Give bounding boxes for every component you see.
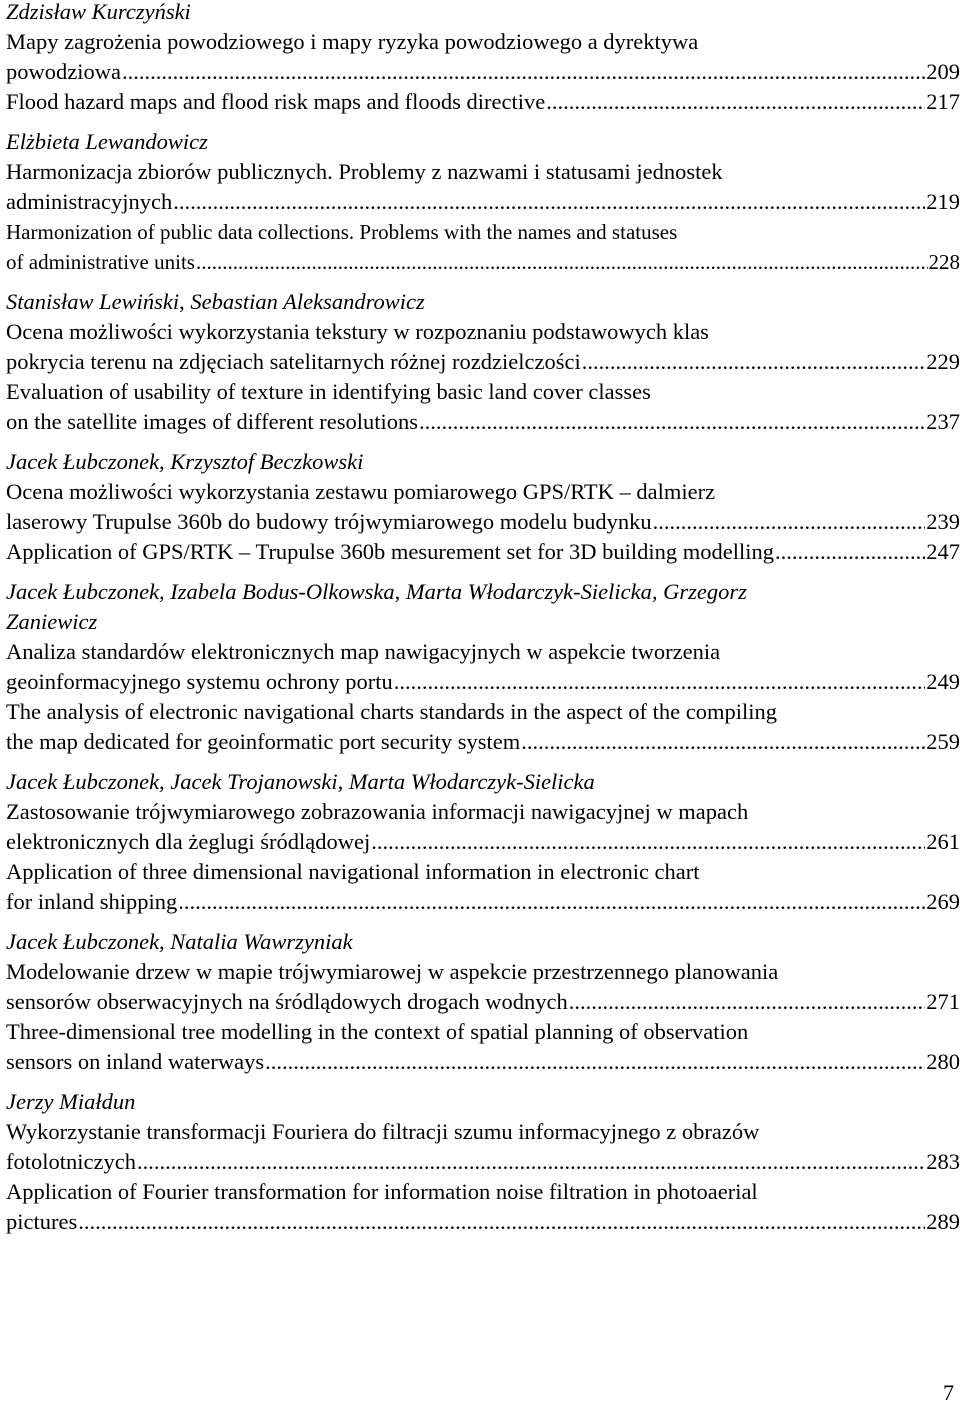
dot-leader — [173, 187, 925, 217]
entry-authors: Jacek Łubczonek, Izabela Bodus-Olkowska, Marta Włodarczyk-Sielicka, Grzegorz Zaniewicz — [6, 579, 747, 634]
dot-leader — [122, 57, 925, 87]
title-line: pokrycia terenu na zdjęciach satelitarnych różnej rozdzielczości — [6, 349, 581, 374]
toc-item — [6, 857, 960, 917]
title-line: Application of three dimensional navigational information in electronic chart — [6, 859, 700, 884]
title-line-with-page — [6, 827, 960, 857]
toc-item — [6, 317, 960, 377]
entry-authors: Elżbieta Lewandowicz — [6, 129, 208, 154]
page-ref: 259 — [926, 729, 960, 754]
title-line: Harmonizacja zbiorów publicznych. Problemy z nazwami i statusami jednostek — [6, 159, 723, 184]
title-line: administracyjnych — [6, 189, 173, 214]
title-line-with-page — [6, 727, 960, 757]
dot-leader — [653, 507, 926, 537]
title-line-with-page — [6, 987, 960, 1017]
toc-entry — [6, 767, 960, 917]
title-line: Modelowanie drzew w mapie trójwymiarowej w aspekcie przestrzennego planowania — [6, 959, 779, 984]
dot-leader — [394, 667, 925, 697]
toc-item — [6, 637, 960, 697]
page-ref: 217 — [926, 89, 960, 114]
page-ref: 247 — [926, 539, 960, 564]
title-line: Flood hazard maps and flood risk maps and floods directive — [6, 89, 546, 114]
title-line: sensorów obserwacyjnych na śródlądowych drogach wodnych — [6, 989, 568, 1014]
title-line: pictures — [6, 1209, 78, 1234]
title-line-with-page — [6, 507, 960, 537]
dot-leader — [137, 1147, 925, 1177]
toc-item — [6, 1017, 960, 1077]
title-line-with-page — [6, 347, 960, 377]
title-line: on the satellite images of different resolutions — [6, 409, 418, 434]
page-ref: 229 — [926, 349, 960, 374]
title-line: Evaluation of usability of texture in identifying basic land cover classes — [6, 379, 651, 404]
title-line: Zastosowanie trójwymiarowego zobrazowania informacji nawigacyjnej w mapach — [6, 799, 749, 824]
title-line-with-page — [6, 247, 960, 277]
toc-item — [6, 87, 960, 117]
toc-item — [6, 377, 960, 437]
title-line: of administrative units — [6, 250, 195, 274]
toc-item — [6, 217, 960, 277]
title-line-with-page — [6, 667, 960, 697]
entry-authors: Stanisław Lewiński, Sebastian Aleksandrowicz — [6, 289, 425, 314]
title-line: Ocena możliwości wykorzystania tekstury w rozpoznaniu podstawowych klas — [6, 319, 709, 344]
page-ref: 249 — [926, 669, 960, 694]
title-line: the map dedicated for geoinformatic port security system — [6, 729, 521, 754]
dot-leader — [78, 1207, 925, 1237]
page-number: 7 — [943, 1380, 954, 1405]
title-line-with-page — [6, 537, 960, 567]
title-line-with-page — [6, 1147, 960, 1177]
title-line: fotolotniczych — [6, 1149, 136, 1174]
title-line-with-page — [6, 407, 960, 437]
title-line: The analysis of electronic navigational charts standards in the aspect of the compiling — [6, 699, 777, 724]
title-line: Harmonization of public data collections. Problems with the names and statuses — [6, 220, 678, 244]
toc-item — [6, 697, 960, 757]
toc-item — [6, 1117, 960, 1177]
title-line: geoinformacyjnego systemu ochrony portu — [6, 669, 393, 694]
toc-entry — [6, 127, 960, 277]
toc-entry — [6, 577, 960, 757]
title-line-with-page — [6, 887, 960, 917]
dot-leader — [546, 87, 925, 117]
page-ref: 228 — [928, 250, 960, 274]
title-line: Analiza standardów elektronicznych map nawigacyjnych w aspekcie tworzenia — [6, 639, 721, 664]
toc-entry — [6, 287, 960, 437]
entry-authors: Jacek Łubczonek, Jacek Trojanowski, Marta Włodarczyk-Sielicka — [6, 769, 595, 794]
page-ref: 261 — [926, 829, 960, 854]
entry-authors: Jacek Łubczonek, Natalia Wawrzyniak — [6, 929, 353, 954]
page-ref: 280 — [926, 1049, 960, 1074]
page-ref: 269 — [926, 889, 960, 914]
dot-leader — [196, 247, 928, 277]
toc-entry — [6, 0, 960, 117]
title-line: Application of GPS/RTK – Trupulse 360b mesurement set for 3D building modelling — [6, 539, 774, 564]
entry-authors: Zdzisław Kurczyński — [6, 0, 191, 24]
toc-item — [6, 27, 960, 87]
toc-item — [6, 537, 960, 567]
toc-item — [6, 477, 960, 537]
page-ref: 237 — [926, 409, 960, 434]
dot-leader — [569, 987, 926, 1017]
dot-leader — [582, 347, 926, 377]
toc-item — [6, 157, 960, 217]
dot-leader — [371, 827, 925, 857]
dot-leader — [419, 407, 925, 437]
title-line-with-page — [6, 1207, 960, 1237]
title-line: Mapy zagrożenia powodziowego i mapy ryzyka powodziowego a dyrektywa — [6, 29, 699, 54]
title-line: for inland shipping — [6, 889, 178, 914]
page-ref: 239 — [926, 509, 960, 534]
title-line: powodziowa — [6, 59, 121, 84]
toc-item — [6, 797, 960, 857]
page-ref: 271 — [926, 989, 960, 1014]
title-line-with-page — [6, 87, 960, 117]
dot-leader — [775, 537, 925, 567]
title-line-with-page — [6, 187, 960, 217]
page-ref: 283 — [926, 1149, 960, 1174]
table-of-contents — [6, 0, 960, 1247]
title-line: Wykorzystanie transformacji Fouriera do filtracji szumu informacyjnego z obrazów — [6, 1119, 760, 1144]
title-line-with-page — [6, 57, 960, 87]
toc-entry — [6, 447, 960, 567]
toc-item — [6, 1177, 960, 1237]
dot-leader — [265, 1047, 925, 1077]
page-ref: 289 — [926, 1209, 960, 1234]
title-line: laserowy Trupulse 360b do budowy trójwymiarowego modelu budynku — [6, 509, 652, 534]
toc-item — [6, 957, 960, 1017]
title-line: Ocena możliwości wykorzystania zestawu pomiarowego GPS/RTK – dalmierz — [6, 479, 716, 504]
title-line-with-page — [6, 1047, 960, 1077]
title-line: elektronicznych dla żeglugi śródlądowej — [6, 829, 371, 854]
entry-authors: Jerzy Miałdun — [6, 1089, 136, 1114]
dot-leader — [521, 727, 925, 757]
title-line: Three-dimensional tree modelling in the context of spatial planning of observation — [6, 1019, 749, 1044]
toc-entry — [6, 927, 960, 1077]
entry-authors: Jacek Łubczonek, Krzysztof Beczkowski — [6, 449, 364, 474]
title-line: sensors on inland waterways — [6, 1049, 265, 1074]
dot-leader — [178, 887, 925, 917]
title-line: Application of Fourier transformation for information noise filtration in photoaerial — [6, 1179, 758, 1204]
toc-entry — [6, 1087, 960, 1237]
page-ref: 209 — [926, 59, 960, 84]
page-ref: 219 — [926, 189, 960, 214]
